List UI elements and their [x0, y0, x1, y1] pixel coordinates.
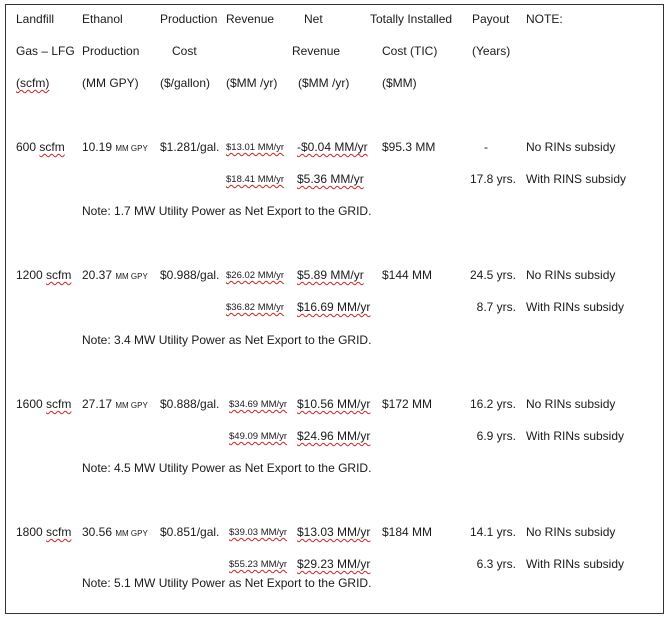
row-note-no-rins: No RINs subsidy	[526, 140, 616, 154]
row-revenue-with-rins: $49.09 MM/yr	[229, 431, 288, 442]
row-tic-value: $184 MM	[382, 525, 433, 539]
row-cost-value: $0.988/gal.	[160, 268, 220, 282]
header-payout-1: Payout	[472, 12, 510, 26]
header-cost-3: ($/gallon)	[160, 76, 211, 90]
row-revenue-with-rins: $55.23 MM/yr	[229, 559, 288, 570]
row-note-with-rins: With RINs subsidy	[526, 557, 625, 571]
row-net-with-rins: $16.69 MM/yr	[297, 300, 371, 314]
row-note-with-rins: With RINs subsidy	[526, 429, 625, 443]
row-ethanol-value: 27.17 MM GPY	[82, 397, 148, 411]
header-note: NOTE:	[526, 12, 563, 26]
row-revenue-no-rins: $34.69 MM/yr	[229, 399, 288, 410]
row-ethanol-value: 10.19 MM GPY	[82, 140, 148, 154]
row-revenue-no-rins: $13.01 MM/yr	[226, 142, 285, 153]
row-cost-value: $0.851/gal.	[160, 525, 220, 539]
row-note-no-rins: No RINs subsidy	[526, 397, 616, 411]
header-ethanol-1: Ethanol	[82, 12, 123, 26]
header-net-2: Revenue	[292, 44, 341, 58]
row-payout-no-rins: 16.2 yrs.	[469, 397, 516, 411]
header-net-1: Net	[304, 12, 323, 26]
row-revenue-no-rins: $26.02 MM/yr	[226, 270, 285, 281]
row-tic-value: $95.3 MM	[382, 140, 436, 154]
header-net-3: ($MM /yr)	[298, 76, 350, 90]
row-tic-value: $144 MM	[382, 268, 433, 282]
row-ethanol-value: 20.37 MM GPY	[82, 268, 148, 282]
row-landfill-value: 600 scfm	[16, 140, 65, 154]
header-ethanol-2: Production	[82, 44, 140, 58]
row-payout-with-rins: 17.8 yrs.	[469, 172, 516, 186]
row-payout-no-rins: -	[484, 140, 488, 154]
row-landfill-value: 1600 scfm	[16, 397, 72, 411]
row-footnote: Note: 1.7 MW Utility Power as Net Export to the GRID.	[82, 204, 372, 218]
row-landfill-value: 1800 scfm	[16, 525, 72, 539]
row-net-with-rins: $29.23 MM/yr	[297, 557, 371, 571]
row-footnote: Note: 5.1 MW Utility Power as Net Export to the GRID.	[82, 576, 372, 590]
row-net-with-rins: $24.96 MM/yr	[297, 429, 371, 443]
header-revenue-1: Revenue	[226, 12, 275, 26]
row-payout-with-rins: 6.3 yrs.	[476, 557, 516, 571]
header-landfill-1: Landfill	[16, 12, 55, 26]
row-net-no-rins: $5.89 MM/yr	[297, 268, 364, 282]
header-tic-1: Totally Installed	[370, 12, 453, 26]
row-payout-with-rins: 8.7 yrs.	[476, 300, 516, 314]
header-landfill-3: (scfm)	[16, 76, 50, 90]
row-revenue-with-rins: $36.82 MM/yr	[226, 302, 285, 313]
row-note-with-rins: With RINS subsidy	[526, 172, 627, 186]
row-net-no-rins: $10.56 MM/yr	[297, 397, 371, 411]
row-cost-value: $1.281/gal.	[160, 140, 220, 154]
header-tic-2: Cost (TIC)	[382, 44, 438, 58]
row-note-no-rins: No RINs subsidy	[526, 525, 616, 539]
header-cost-2: Cost	[172, 44, 197, 58]
row-tic-value: $172 MM	[382, 397, 433, 411]
header-ethanol-3: (MM GPY)	[82, 76, 139, 90]
row-note-with-rins: With RINs subsidy	[526, 300, 625, 314]
row-payout-with-rins: 6.9 yrs.	[476, 429, 516, 443]
row-footnote: Note: 4.5 MW Utility Power as Net Export to the GRID.	[82, 461, 372, 475]
row-net-no-rins: -$0.04 MM/yr	[297, 140, 368, 154]
header-cost-1: Production	[160, 12, 218, 26]
row-cost-value: $0.888/gal.	[160, 397, 220, 411]
header-tic-3: ($MM)	[382, 76, 417, 90]
row-landfill-value: 1200 scfm	[16, 268, 72, 282]
row-net-no-rins: $13.03 MM/yr	[297, 525, 371, 539]
row-note-no-rins: No RINs subsidy	[526, 268, 616, 282]
row-revenue-no-rins: $39.03 MM/yr	[229, 527, 288, 538]
row-net-with-rins: $5.36 MM/yr	[297, 172, 364, 186]
row-payout-no-rins: 24.5 yrs.	[469, 268, 516, 282]
header-revenue-2: ($MM /yr)	[226, 76, 278, 90]
row-payout-no-rins: 14.1 yrs.	[469, 525, 516, 539]
row-ethanol-value: 30.56 MM GPY	[82, 525, 148, 539]
row-revenue-with-rins: $18.41 MM/yr	[226, 174, 285, 185]
row-footnote: Note: 3.4 MW Utility Power as Net Export to the GRID.	[82, 333, 372, 347]
header-payout-2: (Years)	[472, 44, 511, 58]
header-landfill-2: Gas – LFG	[16, 44, 75, 58]
